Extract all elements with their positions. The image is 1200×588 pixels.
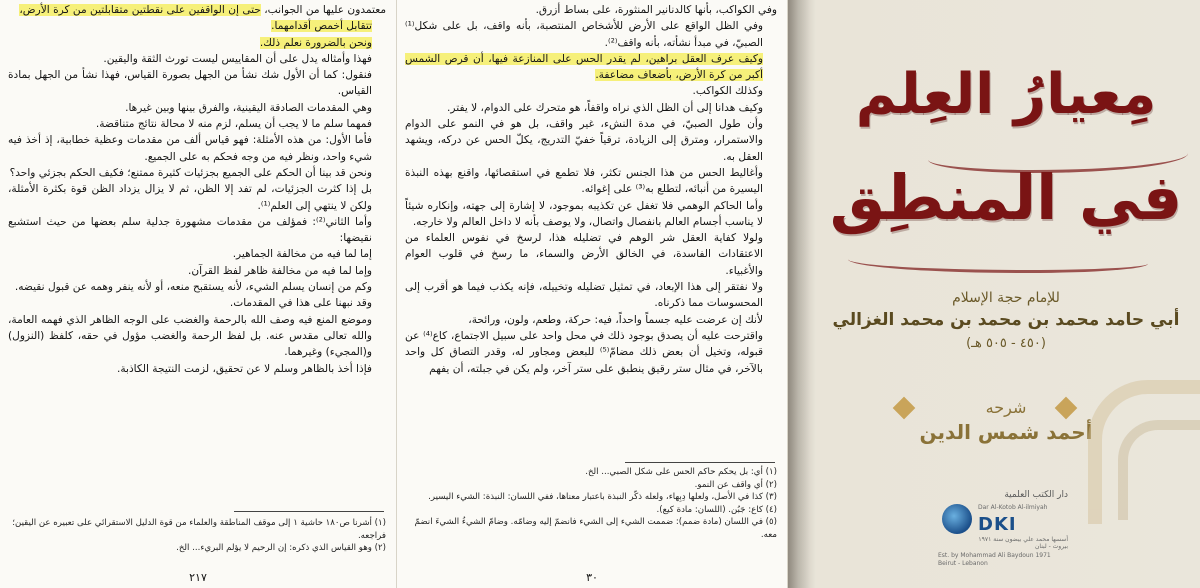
left-footnote-rule	[234, 511, 384, 512]
paragraph-text: وكم من إنسان يسلم الشيء، لأنه يستقبح منعه، أو لأنه ينفر وهمه عن قبول نقيضه.	[14, 281, 372, 294]
middle-book-page	[397, 0, 788, 588]
paragraph	[8, 263, 386, 279]
highlighted-text: وكيف عرف العقل براهين، لم يقدر الحس على المنازعة فيها، أن قرص الشمس أكبر من كرة الأرض، بأضعاف مضاعفة.	[405, 52, 763, 82]
cover-title-line-1: مِعيارُ العِلم	[855, 62, 1157, 127]
footnote: (١) أشرنا ص١٨٠ حاشية ١ إلى موقف المناطقة والعلماء من قوة الدليل الاستقرائي على تعبيره عن اليقين؛ فراجعه.	[12, 518, 386, 541]
paragraph-text: وأن طول الصبيّ، في مدة النشء، غير واقف، بل هو في النمو على الدوام والاستمرار، ومترق إلى الزيادة، ترقياً خفيّ التدريج، يكلّ الحس عن دركه، ويشهد العقل به.	[405, 118, 763, 163]
book-cover	[788, 0, 1200, 588]
paragraph	[405, 83, 777, 99]
paragraph-text: ولولا كفاية العقل شر الوهم في تضليله هذا، لرسخ في نفوس العلماء من الاعتقادات الفاسدة، في الخالق الأرض والسماء، ما رسخ في قلوب العوام والأغبياء.	[405, 232, 763, 277]
left-page-body	[8, 2, 386, 377]
paragraph	[8, 116, 386, 132]
paragraph-text: وموضع المنع فيه وصف الله بالرحمة والغضب على الوجه الظاهر الذي فهمه العامة، والله تعالى مقدس عنه. بل لفظ الرحمة والغضب مؤول في حقه، كلفظ (النزول) و(المجيء) وغيرهما.	[8, 313, 372, 359]
paragraph-text: وإما لما فيه من مخالفة ظاهر لفظ القرآن.	[188, 264, 372, 277]
paragraph-text: بل إذا كثرت الجزئيات، لم تفد إلا الظن، ثم لا يزال يزداد الظن قوة بكثرة الأمثلة، ولكن لا ينتهي إلى العلم⁽¹⁾.	[8, 183, 372, 212]
publisher-name-english: Dar Al-Kotob Al-ilmiyah	[978, 504, 1048, 511]
paragraph-text: فهذا وأمثاله يدل على أن المقاييس ليست تورث الثقة واليقين.	[103, 52, 372, 65]
imam-label: للإمام حجة الإسلام	[952, 290, 1060, 306]
middle-page-body	[405, 2, 777, 377]
left-book-page	[0, 0, 397, 588]
paragraph-text: إما لما فيه من مخالفة الجماهير.	[232, 248, 372, 261]
paragraph	[405, 2, 777, 18]
footnote: (١) أي: بل يحكم حاكم الحس على شكل الصبي... الخ.	[585, 467, 777, 477]
paragraph	[8, 181, 386, 214]
author-dates: (٤٥٠ - ٥٠٥ هـ)	[966, 336, 1046, 351]
commentary-label: شرحه	[985, 398, 1027, 417]
highlighted-text: ونحن بالضرورة نعلم ذلك.	[259, 36, 372, 49]
paragraph	[405, 279, 777, 312]
paragraph-text: وكذلك الكواكب.	[692, 85, 763, 98]
footnote: (٣) كذا في الأصل، ولعلها دِبِهاء، ولعله ذكّر النبذة باعتبار معناها، ففي اللسان: النبذة: الشيء اليسير.	[428, 492, 777, 502]
paragraph	[405, 198, 777, 231]
paragraph	[8, 2, 386, 18]
paragraph	[8, 100, 386, 116]
paragraph	[8, 35, 386, 51]
spine-shadow	[788, 0, 816, 588]
paragraph-text: وأما الحاكم الوهمي فلا تغفل عن تكذيبه بموجود، لا إشارة إلى جهته، وإنكاره شيئاً لا يناسب أجسام العالم بانفصال واتصال، ولا يوصف بأنه لا داخل العالم ولا خارجه.	[405, 199, 763, 228]
paragraph	[405, 100, 777, 116]
footnote: (٢) أي واقف عن النمو.	[694, 479, 777, 490]
paragraph-text: ولا نفتقر إلى هذا الإبعاد، في تمثيل تضليله وتخييله، فإنه يكذب فيما هو أقرب إلى المحسوسات مما ذكرناه.	[405, 281, 763, 310]
paragraph-text: وفي الكواكب، بأنها كالدنانير المنثورة، على بساط أزرق.	[535, 4, 777, 16]
middle-page-number: ٣٠	[586, 571, 598, 584]
paragraph-text: وأغاليط الحس من هذا الجنس تكثر، فلا تطمع في استقصائها، واقنع بهذه النبذة اليسيرة من أنبائه، لتطلع به⁽³⁾ على إغوائه.	[405, 166, 763, 196]
paragraph	[8, 295, 386, 311]
paragraph-text: واقترحت عليه أن يصدق بوجود ذلك في محل واحد على سبيل الاجتماع، كاع⁽⁴⁾ عن قبوله، وتخيل أن بعض ذلك مضامّ⁽⁵⁾ للبعض ومجاور له، وقدر التصاق كل واحد بالآخر، في مثال ستر رقيق ينطبق على ستر آخر، ولم يكن في جبلته، أن يفهم	[405, 329, 764, 375]
left-page-footnotes	[8, 517, 386, 555]
publisher-name-arabic: دار الكتب العلمية	[1004, 490, 1068, 500]
paragraph	[405, 328, 777, 377]
publisher-logo-text: DKI	[978, 514, 1017, 535]
paragraph	[405, 230, 777, 279]
paragraph	[405, 18, 777, 51]
paragraph	[8, 132, 386, 165]
footnote: (٤) كاع: جَبُن. (اللسان: مادة كيع).	[656, 504, 777, 515]
paragraph	[8, 279, 386, 295]
paragraph-text: فإذا أخذ بالظاهر وسلم لا عن تحقيق، لزمت النتيجة الكاذبة.	[116, 362, 372, 375]
paragraph	[8, 51, 386, 67]
highlighted-text: حتى إن الواقفين على نقطتين متقابلتين من كرة الأرض،	[19, 4, 261, 16]
publisher-globe-icon	[942, 504, 972, 534]
paragraph-text: فنقول: كما أن الأول شك نشأ من الجهل بصورة القياس، فهذا نشأ من الجهل بمادة القياس.	[8, 69, 372, 98]
paragraph-text: ونحن قد بينا أن الحكم على الجميع بجزئيات كثيرة ممتنع؛ فكيف الحكم بجزئي واحد؟	[9, 166, 372, 179]
author-name: أبي حامد محمد بن محمد بن محمد الغزالي	[832, 310, 1180, 330]
footnote: (٢) وهو القياس الذي ذكره: إن الرحيم لا يؤلم البريء... الخ.	[176, 543, 386, 553]
paragraph	[8, 165, 386, 181]
paragraph	[8, 312, 386, 361]
paragraph	[8, 18, 386, 34]
cover-title-line-2: في المنطِق	[829, 161, 1183, 234]
middle-page-footnotes	[405, 466, 777, 541]
commentator-name: أحمد شمس الدين	[919, 420, 1093, 444]
paragraph	[8, 214, 386, 247]
paragraph	[405, 165, 777, 198]
paragraph	[8, 246, 386, 262]
middle-footnote-rule	[625, 462, 775, 463]
paragraph-text: فمهما سلم ما لا يجب أن يسلم، لزم منه لا محالة نتائج متناقضة.	[95, 118, 372, 131]
paragraph-text: وكيف هدانا إلى أن الظل الذي نراه واقفاً، هو متحرك على الدوام، لا يفتر.	[447, 101, 763, 114]
paragraph-text: فأما الأول: من هذه الأمثلة: فهو قياس ألف من مقدمات وعظية خطابية، إذ أخذ فيه شيء واحد، ونظر فيه من وجه فحكم به على الجميع.	[8, 134, 372, 163]
paragraph-text: وقد نبهنا على هذا في المقدمات.	[229, 297, 372, 310]
footnote: (٥) في اللسان (مادة ضمم): ضممت الشيء إلى الشيء فانضمّ إليه وضامّه. وضامّ الشيءُ الشيءَ انضمّ معه.	[414, 517, 777, 540]
decorative-arc	[1118, 420, 1200, 520]
left-page-number: ٢١٧	[189, 571, 207, 584]
paragraph-text: معتمدون عليها من الجوانب،	[260, 4, 386, 16]
paragraph-text: وأما الثاني⁽²⁾: فمؤلف من مقدمات مشهورة جدلية سلم بعضها من حيث استشبع نقيضها:	[8, 215, 372, 245]
paragraph	[8, 67, 386, 100]
paragraph-text: وهي المقدمات الصادقة اليقينية، والفرق بينها وبين غيرها.	[125, 101, 372, 114]
highlighted-text: تتقابل أخمص أقدامهما.	[271, 20, 372, 33]
publisher-founded-arabic: أسسها محمد علي بيضون سنة ١٩٧١ بيروت - لبنان	[978, 536, 1068, 550]
publisher-founded-english: Est. by Mohammad Ali Baydoun 1971 Beirut - Lebanon	[938, 552, 1051, 567]
paragraph	[405, 116, 777, 165]
paragraph-text: لأنك إن عرضت عليه جسماً واحداً، فيه: حركة، وطعم، ولون، ورائحة،	[468, 313, 763, 326]
paragraph	[8, 361, 386, 377]
paragraph-text: وفي الظل الواقع على الأرض للأشخاص المنتصبة، بأنه واقف، بل على شكل⁽¹⁾ الصبيّ، في مبدأ نشأته، بأنه واقف⁽²⁾.	[405, 20, 763, 49]
paragraph	[405, 312, 777, 328]
paragraph	[405, 51, 777, 84]
publisher-block	[938, 490, 1068, 580]
